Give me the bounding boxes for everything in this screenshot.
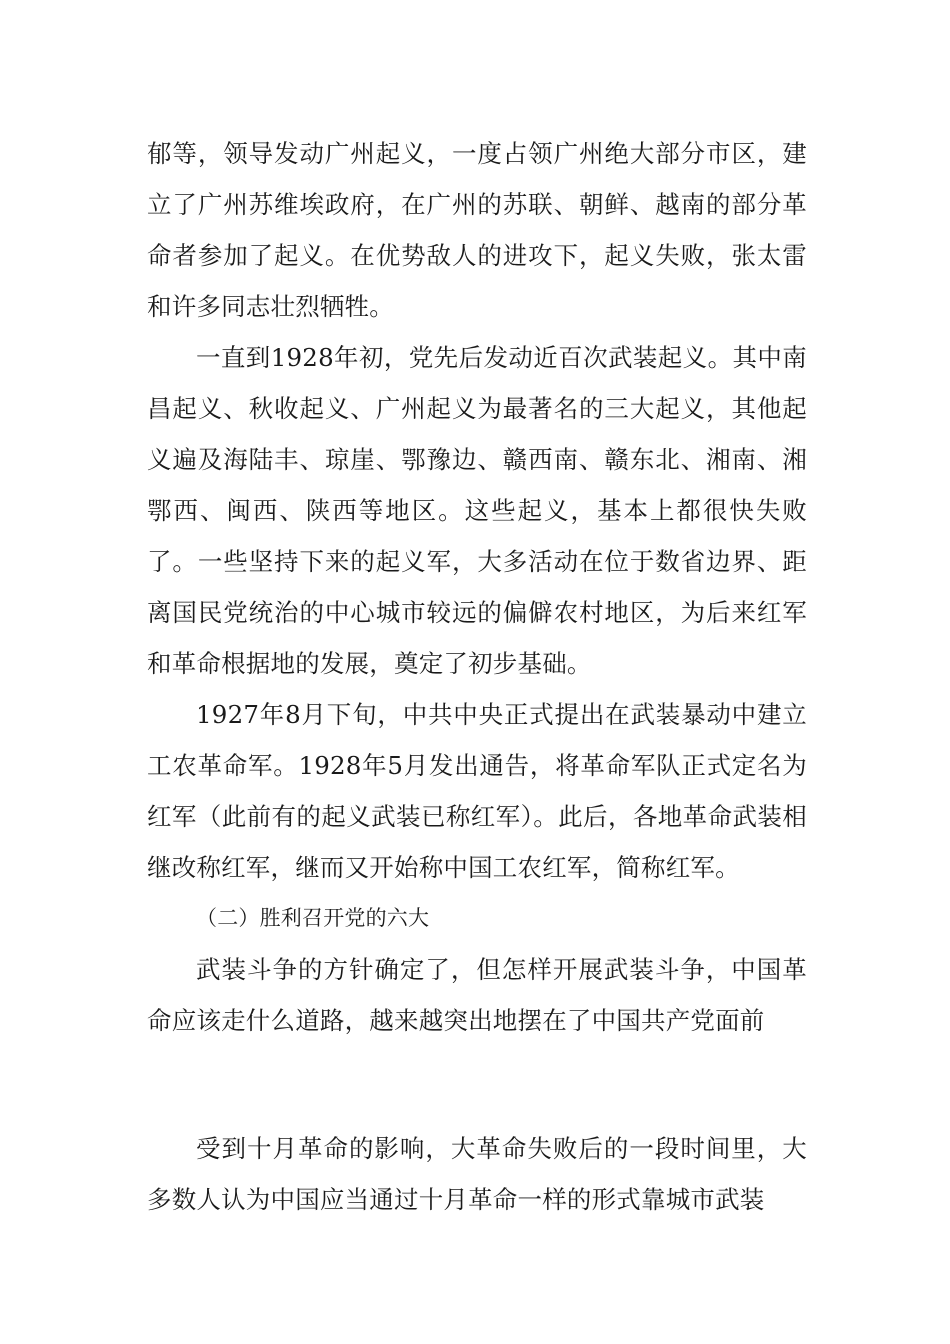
paragraph-guangzhou-uprising: 郁等，领导发动广州起义，一度占领广州绝大部分市区，建立了广州苏维埃政府，在广州的苏联、朝鲜、越南的部分革命者参加了起义。在优势敌人的进攻下，起义失败，张太雷和许多同志壮烈牺牲。 [147,139,807,321]
document-body [147,128,807,1046]
paragraph-armed-uprisings-1928: 一直到1928年初，党先后发动近百次武装起义。其中南昌起义、秋收起义、广州起义为最著名的三大起义，其他起义遍及海陆丰、琼崖、鄂豫边、赣西南、赣东北、湘南、湘鄂西、闽西、陕西等地区。这些起义，基本上都很快失败了。一些坚持下来的起义军，大多活动在位于数省边界、距离国民党统治的中心城市较远的偏僻农村地区，为后来红军和革命根据地的发展，奠定了初步基础。 [147,343,807,678]
paragraph-october-revolution-influence: 受到十月革命的影响，大革命失败后的一段时间里，大多数人认为中国应当通过十月革命一样的形式靠城市武装 [147,1134,807,1214]
paragraph-red-army-founding: 1927年8月下旬，中共中央正式提出在武装暴动中建立工农革命军。1928年5月发出通告，将革命军队正式定名为红军（此前有的起义武装已称红军）。此后，各地革命武装相继改称红军，继而又开始称中国工农红军，简称红军。 [147,700,807,882]
section-heading: （二）胜利召开党的六大 [196,906,430,930]
paragraph-armed-struggle-path: 武装斗争的方针确定了，但怎样开展武装斗争，中国革命应该走什么道路，越来越突出地摆在了中国共产党面前 [147,955,807,1035]
document-body-continued [147,1123,807,1225]
